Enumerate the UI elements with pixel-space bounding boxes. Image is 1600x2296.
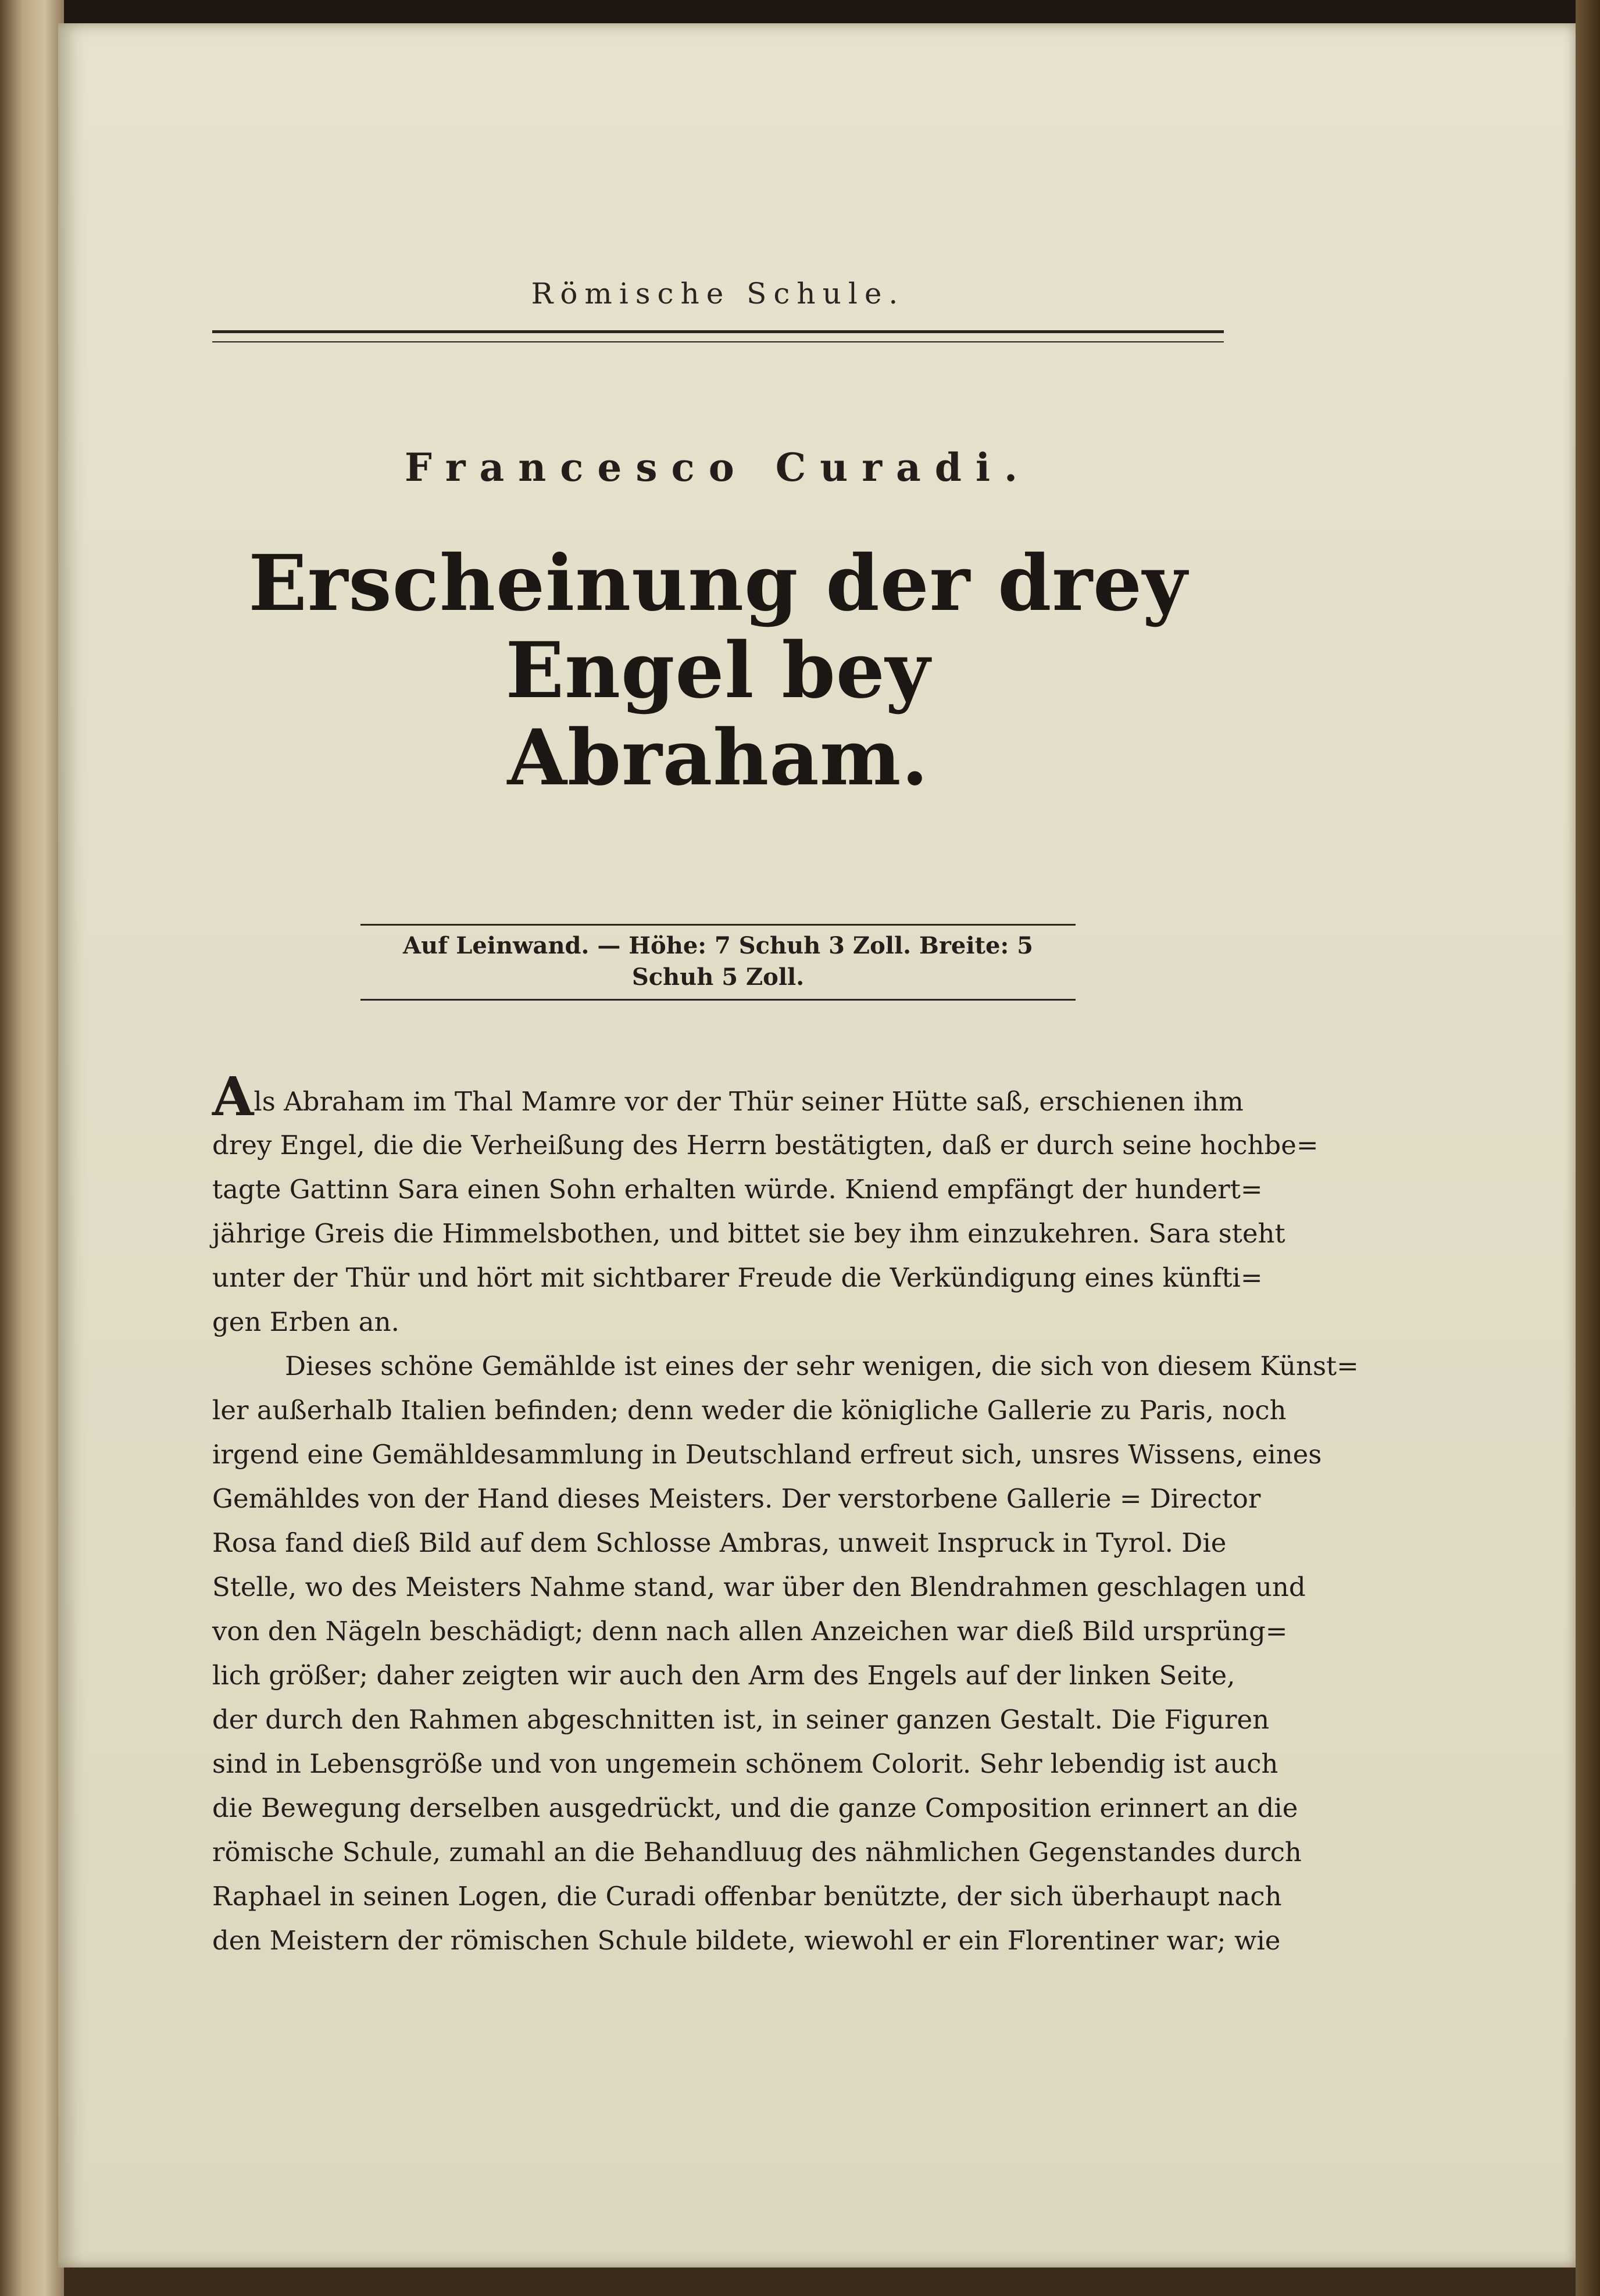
text-line: den Meistern der römischen Schule bildete, wiewohl er ein Florentiner war; wie (212, 1925, 1281, 1956)
text-line: jährige Greis die Himmelsbothen, und bittet sie bey ihm einzukehren. Sara steht (212, 1218, 1285, 1249)
text-line: römische Schule, zumahl an die Behandluug des nähmlichen Gegenstandes durch (212, 1837, 1302, 1867)
artist-name: Francesco Curadi. (405, 445, 1031, 490)
paragraph-1 (212, 1065, 1319, 1344)
header-double-rule (212, 330, 1224, 342)
scan-right-border (1576, 0, 1600, 2296)
text-line-content: ls Abraham im Thal Mamre vor der Thür seiner Hütte saß, erschienen ihm (253, 1086, 1244, 1117)
text-line: die Bewegung derselben ausgedrückt, und die ganze Composition erinnert an die (212, 1792, 1298, 1823)
dimensions-line: Auf Leinwand. — Höhe: 7 Schuh 3 Zoll. Breite: 5 Schuh 5 Zoll. (360, 924, 1076, 1001)
page-content (212, 273, 1359, 1963)
text-line: lich größer; daher zeigten wir auch den Arm des Engels auf der linken Seite, (212, 1660, 1235, 1691)
running-header: Römische Schule. (531, 277, 905, 310)
text-line: ler außerhalb Italien befinden; denn weder die königliche Gallerie zu Paris, noch (212, 1395, 1287, 1426)
title-line-2: Abraham. (507, 713, 929, 803)
paragraph-2 (212, 1344, 1359, 1963)
text-line (212, 1065, 1244, 1128)
drop-cap: A (212, 1065, 254, 1128)
book-spine (0, 0, 64, 2296)
text-line: irgend eine Gemähldesammlung in Deutschland erfreut sich, unsres Wissens, eines (212, 1439, 1322, 1470)
text-line: von den Nägeln beschädigt; denn nach allen Anzeichen war dieß Bild ursprüng= (212, 1616, 1288, 1647)
scan-top-border (0, 0, 1600, 23)
text-line: sind in Lebensgröße und von ungemein schönem Colorit. Sehr lebendig ist auch (212, 1748, 1278, 1779)
text-line: tagte Gattinn Sara einen Sohn erhalten würde. Kniend empfängt der hundert= (212, 1174, 1263, 1205)
text-line: Rosa fand dieß Bild auf dem Schlosse Ambras, unweit Inspruck in Tyrol. Die (212, 1527, 1227, 1558)
title-line-1: Erscheinung der drey Engel bey (248, 538, 1188, 716)
text-line: Dieses schöne Gemählde ist eines der sehr wenigen, die sich von diesem Künst= (285, 1351, 1359, 1381)
text-line: drey Engel, die die Verheißung des Herrn bestätigten, daß er durch seine hochbe= (212, 1130, 1319, 1161)
text-line: Stelle, wo des Meisters Nahme stand, war über den Blendrahmen geschlagen und (212, 1572, 1306, 1602)
artwork-title (212, 540, 1224, 802)
text-line: der durch den Rahmen abgeschnitten ist, in seiner ganzen Gestalt. Die Figuren (212, 1704, 1270, 1735)
body-text (212, 1065, 1359, 1963)
text-line: unter der Thür und hört mit sichtbarer Freude die Verkündigung eines künfti= (212, 1262, 1263, 1293)
text-line: Gemähldes von der Hand dieses Meisters. Der verstorbene Gallerie = Director (212, 1483, 1261, 1514)
text-line: gen Erben an. (212, 1306, 399, 1337)
text-line: Raphael in seinen Logen, die Curadi offenbar benützte, der sich überhaupt nach (212, 1881, 1282, 1912)
